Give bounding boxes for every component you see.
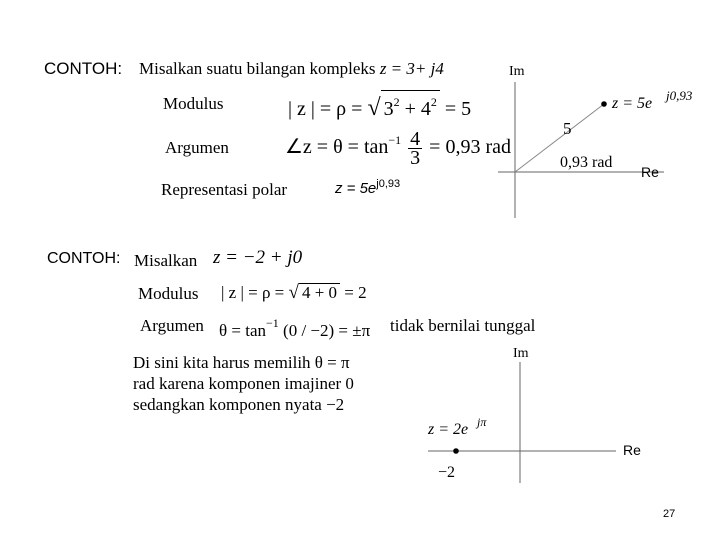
example2-label: CONTOH:: [47, 250, 121, 267]
argumen-fraction: [408, 130, 422, 167]
argumen-result: = 0,93 rad: [429, 136, 511, 159]
diagram2: [420, 340, 660, 490]
explanation-line-2: rad karena komponen imajiner 0: [133, 374, 354, 393]
modulus-label: Modulus: [163, 94, 224, 113]
diagram1-length-label: 5: [563, 119, 572, 138]
example2-modulus-sqrt: √ 4 + 0: [289, 282, 341, 304]
modulus-lhs: | z | = ρ =: [288, 98, 363, 120]
example1-intro: [139, 59, 444, 79]
example2-argumen-inverse: −1: [266, 316, 279, 330]
example2-modulus-rad: 4 + 0: [299, 283, 340, 302]
modulus-result: = 5: [444, 98, 472, 120]
diagram2-im-label: Im: [513, 346, 529, 361]
example2-argumen-expr: θ = tan: [219, 321, 266, 340]
modulus-rad-a: 3: [383, 98, 394, 120]
example2-argumen-label: Argumen: [140, 316, 204, 335]
example2-intro: Misalkan: [134, 251, 198, 270]
example1-intro-text: Misalkan suatu bilangan kompleks: [139, 59, 376, 78]
argumen-label: Argumen: [165, 138, 229, 157]
explanation-line-3: sedangkan komponen nyata −2: [133, 395, 345, 414]
example2-argumen-result: = ±π: [338, 321, 371, 340]
argumen-denominator: 3: [410, 147, 421, 169]
example1-label: CONTOH:: [44, 59, 123, 78]
example2-modulus-lhs: | z | = ρ =: [221, 283, 285, 302]
polar-exponent: j0,93: [376, 178, 401, 190]
modulus-rad-b-exp: 2: [430, 95, 437, 109]
diagram2-re-label: Re: [623, 442, 641, 458]
diagram2-point-label: z = 2e: [428, 421, 469, 438]
example2-modulus-result: = 2: [344, 283, 367, 302]
argumen-equation: [285, 130, 511, 167]
argumen-lhs: ∠z = θ = tan: [285, 136, 389, 159]
polar-label: Representasi polar: [161, 180, 288, 199]
example1-z-expression: z = 3+ j4: [379, 59, 444, 78]
polar-expr: z = 5e: [335, 180, 377, 197]
example2-argumen-paren: (0 / −2): [283, 321, 335, 340]
example2-modulus-label: Modulus: [138, 284, 199, 303]
diagram1-point-label: z = 5e: [612, 95, 653, 112]
diagram1-angle-label: 0,93 rad: [560, 154, 613, 171]
modulus-sqrt: √ $3^2 + 4^2$: [367, 90, 439, 122]
diagram2-point-exponent: jπ: [477, 415, 487, 429]
diagram1-im-label: Im: [509, 64, 525, 79]
modulus-rad-a-exp: 2: [393, 95, 400, 109]
example2-modulus-equation: [221, 282, 367, 304]
example2-explanation: [133, 352, 354, 415]
argumen-inverse: −1: [388, 133, 402, 148]
diagram1-re-label: Re: [641, 164, 659, 180]
diagram1-point-exponent: j0,93: [666, 88, 693, 103]
page-number: 27: [663, 508, 676, 520]
diagram1-point: [601, 101, 607, 107]
modulus-rad-plus: + 4: [399, 98, 431, 120]
diagram2-point: [453, 448, 459, 454]
explanation-line-1: Di sini kita harus memilih θ = π: [133, 353, 350, 372]
polar-expression: [335, 178, 400, 197]
example2-z-expression: z = −2 + j0: [213, 247, 303, 268]
diagram2-tick-label: −2: [438, 464, 456, 481]
diagram1: [490, 60, 720, 230]
example2-argumen-note: tidak bernilai tunggal: [390, 316, 536, 335]
argumen-numerator: 4: [410, 128, 421, 150]
example2-argumen-equation: [219, 316, 370, 341]
modulus-equation: [288, 90, 471, 122]
